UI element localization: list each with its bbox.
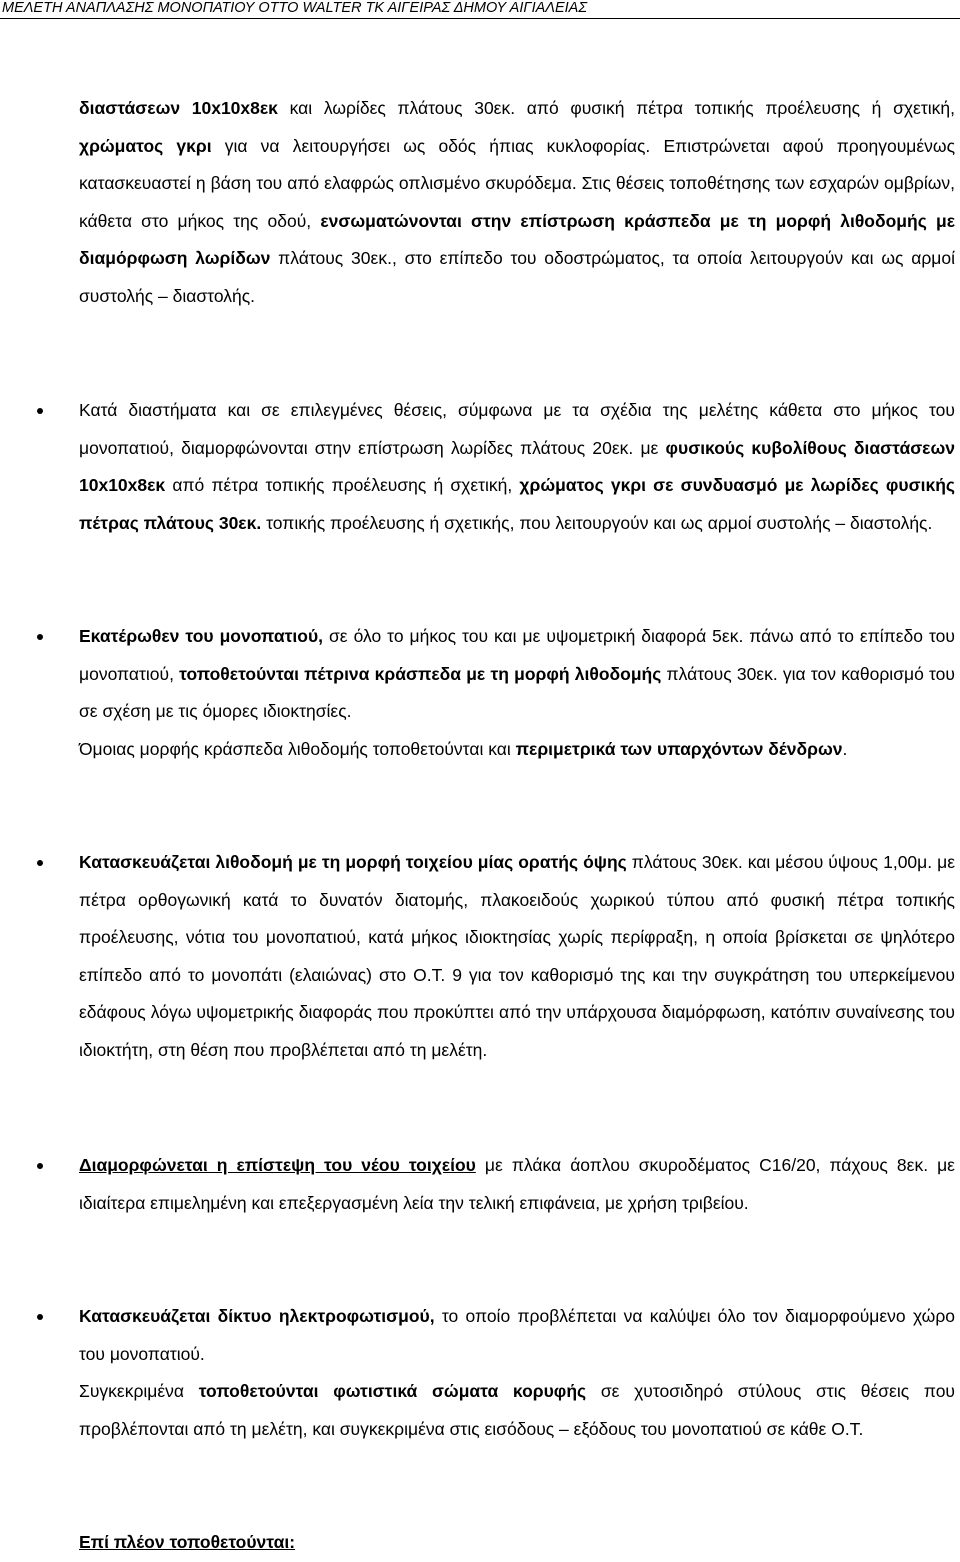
text-bold: χρώματος γκρι [79, 135, 212, 156]
bullet-marker [37, 1163, 43, 1169]
text-bold: φυσικούς κυβολίθους διαστάσεων 10x10x8εκ [79, 437, 955, 495]
text: πλάτους 30εκ. και μέσου ύψους 1,00μ. με πέτρα ορθογωνική κατά το δυνατόν διατομής, πλακοειδούς χωρικού τύπου από φυσική πέτρα τοπικής προέλευσης, νότια του μονοπατιού, κατά μήκος ιδιοκτησίας χωρίς περίφραξη, η οποία βρίσκεται σε ψηλότερο επίπεδο από το μονοπάτι (ελαιώνας) στο Ο.Τ. 9 για τον καθορισμό της και την συγκράτηση του υπερκείμενου εδάφους λόγω υψομετρικής διαφοράς που προκύπτει από την υπάρχουσα διαμόρφωση, κατόπιν συναίνεσης του ιδιοκτήτη, στη θέση που προβλέπεται από τη μελέτη. [79, 852, 955, 1060]
text-bold: τοποθετούνται φωτιστικά σώματα κορυφής [198, 1381, 587, 1401]
text-bold: περιμετρικά των υπαρχόντων δένδρων [515, 738, 843, 759]
text: , στο επίπεδο του οδοστρώματος, τα οποία λειτουργούν και ως αρμοί συστολής – διαστολής. [79, 248, 956, 306]
text: Όμοιας μορφής κράσπεδα λιθοδομής τοποθετούνται και [79, 738, 516, 759]
bullet-marker [37, 634, 43, 640]
text: Συγκεκριμένα [79, 1381, 199, 1401]
section-heading: Επί πλέον τοποθετούνται: [79, 1532, 296, 1552]
text: για να λειτουργήσει ως οδός ήπιας κυκλοφορίας. Επιστρώνεται αφού προηγουμένως κατασκευαστεί η βάση του από ελαφρώς οπλισμένο σκυρόδεμα. Στις θέσεις τοποθέτησης των εσχαρών ομβρίων, κάθετα στο μήκος της οδού, [79, 135, 955, 231]
text-bold: διαστάσεων 10x10x8εκ [79, 98, 278, 118]
header-divider [0, 18, 960, 19]
text-bold: Εκατέρωθεν του μονοπατιού, [79, 626, 323, 646]
text: Κατά διαστήματα και σε επιλεγμένες θέσεις, σύμφωνα με τα σχέδια της μελέτης κάθετα στο μήκος του μονοπατιού, διαμορφώνονται στην επίστρωση λωρίδες πλάτους 20εκ. με [79, 400, 955, 458]
header-title: ΜΕΛΕΤΗ ΑΝΑΠΛΑΣΗΣ ΜΟΝΟΠΑΤΙΟΥ ΟΤΤΟ WALTER ΤΚ ΑΙΓΕΙΡΑΣ ΔΗΜΟΥ ΑΙΓΙΑΛΕΙΑΣ [2, 0, 588, 16]
text-bold: ενσωματώνονται στην επίστρωση κράσπεδα με τη μορφή λιθοδομής με διαμόρφωση λωρίδων [79, 210, 955, 268]
text: σε όλο το μήκος του και με υψομετρική διαφορά 5εκ. πάνω από το επίπεδο του μονοπατιού, [79, 626, 955, 684]
text: το οποίο προβλέπεται να καλύψει όλο τον διαμορφούμενο χώρο του μονοπατιού. [79, 1306, 956, 1364]
bullet-stone-curbs [79, 618, 955, 768]
text-bold: τοποθετούνται πέτρινα κράσπεδα με τη μορφή λιθοδομής [179, 663, 662, 684]
bullet-lighting-network [79, 1298, 955, 1448]
text: σε χυτοσιδηρό στύλους στις θέσεις που προβλέπονται από τη μελέτη, και συγκεκριμένα στις εισόδους – εξόδους του μονοπατιού σε κάθε Ο.Τ. [79, 1381, 955, 1439]
text-bold: Κατασκευάζεται λιθοδομή με τη μορφή τοιχείου μίας ορατής όψης [79, 852, 627, 872]
text: τοπικής προέλευσης ή σχετικής, που λειτουργούν και ως αρμοί συστολής – διαστολής. [261, 512, 933, 533]
text: πλάτους 30εκ. για τον καθορισμό του σε σχέση με τις όμορες ιδιοκτησίες. [79, 663, 955, 721]
text: με πλάκα άοπλου σκυροδέματος C16/20, πάχους 8εκ. με ιδιαίτερα επιμελημένη και επεξεργασμένη λεία την τελική επιφάνεια, με χρήση τριβείου. [79, 1155, 955, 1213]
bullet-marker [37, 1314, 43, 1320]
bullet-retaining-wall [79, 844, 955, 1069]
paragraph-additional-items [79, 1524, 955, 1562]
paragraph-paving-continuation [79, 90, 955, 315]
text-bold: Κατασκευάζεται δίκτυο ηλεκτροφωτισμού, [79, 1306, 435, 1326]
text: . [842, 738, 848, 759]
text-bold: Διαμορφώνεται η επίστεψη του νέου τοιχείου [79, 1155, 476, 1175]
text: πλάτους 30εκ. [270, 248, 392, 268]
text: και λωρίδες πλάτους 30εκ. από φυσική πέτρα τοπικής προέλευσης ή σχετική, [277, 98, 956, 118]
text-bold: χρώματος γκρι σε συνδυασμό με λωρίδες φυσικής πέτρας πλάτους 30εκ. [79, 475, 955, 533]
bullet-cobblestone-strips [79, 392, 955, 542]
bullet-wall-coping [79, 1147, 955, 1222]
text: από πέτρα τοπικής προέλευσης ή σχετική, [165, 475, 520, 495]
bullet-marker [37, 860, 43, 866]
page-header [0, 0, 960, 20]
bullet-marker [37, 408, 43, 414]
